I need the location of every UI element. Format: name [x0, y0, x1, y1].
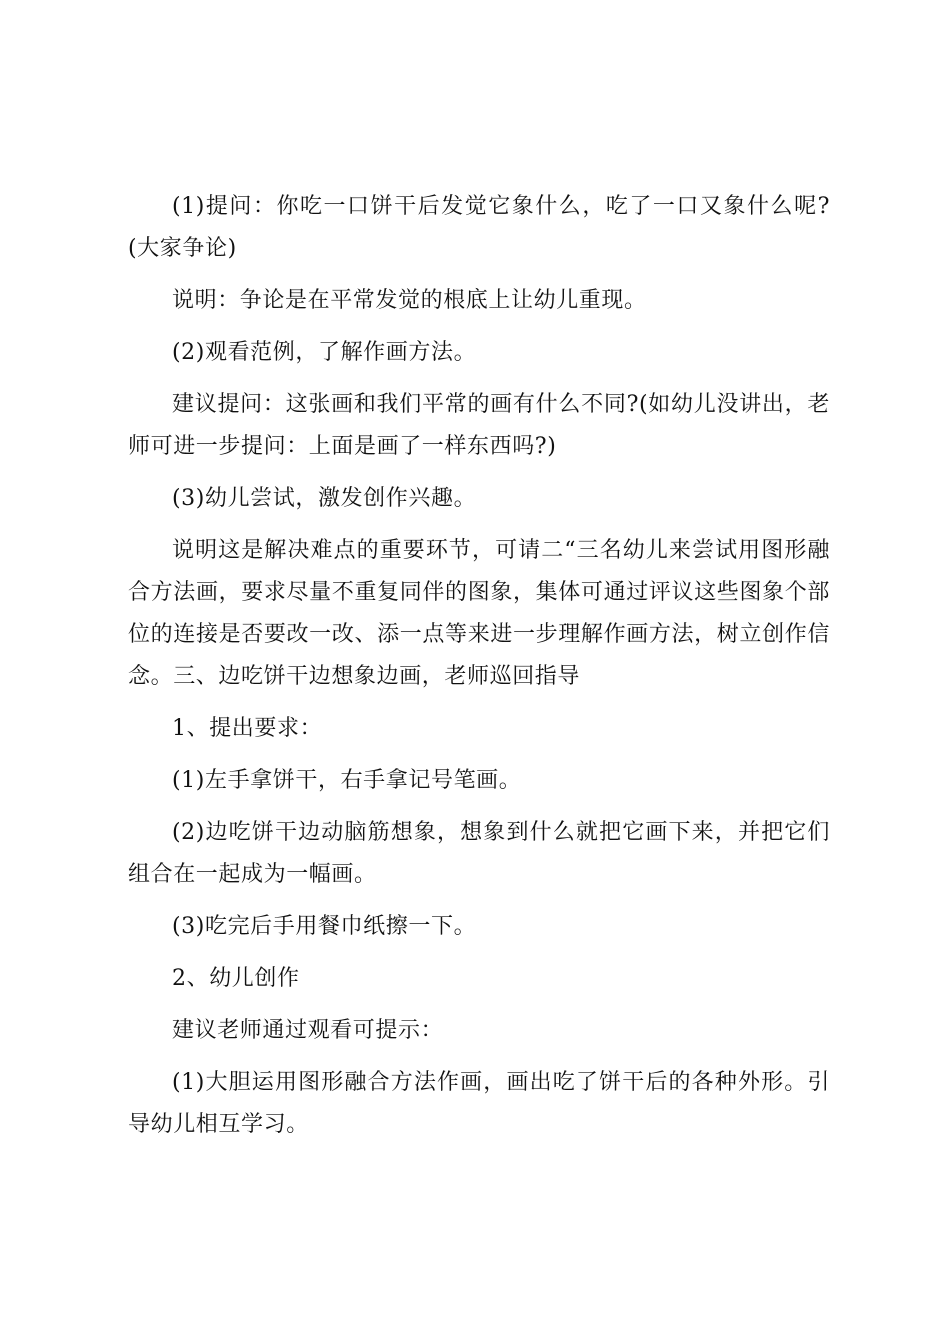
paragraph-teacher-suggestion: 建议老师通过观看可提示： [172, 1018, 444, 1043]
paragraph-step-3: (3)幼儿尝试，激发创作兴趣。 [172, 486, 477, 511]
paragraph-explanation-2: 说明这是解决难点的重要环节，可请二“三名幼儿来尝试用图形融合方法画，要求尽量不重复同伴的图象，集体可通过评议这些图象个部位的连接是否要改一改、添一点等来进一步理解作画方法，树立创作信念。三、边吃饼干边想象边画，老师巡回指导 [128, 538, 830, 689]
paragraph-step-2: (2)观看范例，了解作画方法。 [172, 340, 477, 365]
document-body [128, 186, 830, 1156]
paragraph-requirement-3: (3)吃完后手用餐巾纸擦一下。 [172, 914, 477, 939]
paragraph-requirement-2: (2)边吃饼干边动脑筋想象，想象到什么就把它画下来，并把它们组合在一起成为一幅画。 [128, 820, 830, 887]
paragraph-creation-heading: 2、幼儿创作 [172, 966, 300, 991]
paragraph-suggestion-1: (1)大胆运用图形融合方法作画，画出吃了饼干后的各种外形。引导幼儿相互学习。 [128, 1070, 830, 1137]
paragraph-requirements-heading: 1、提出要求： [172, 716, 323, 741]
paragraph-suggested-question: 建议提问：这张画和我们平常的画有什么不同?(如幼儿没讲出，老师可进一步提问：上面是画了一样东西吗?) [128, 392, 830, 459]
paragraph-explanation-1: 说明：争论是在平常发觉的根底上让幼儿重现。 [172, 288, 647, 313]
paragraph-requirement-1: (1)左手拿饼干，右手拿记号笔画。 [172, 768, 522, 793]
paragraph-question-1: (1)提问：你吃一口饼干后发觉它象什么，吃了一口又象什么呢?(大家争论) [128, 194, 830, 261]
